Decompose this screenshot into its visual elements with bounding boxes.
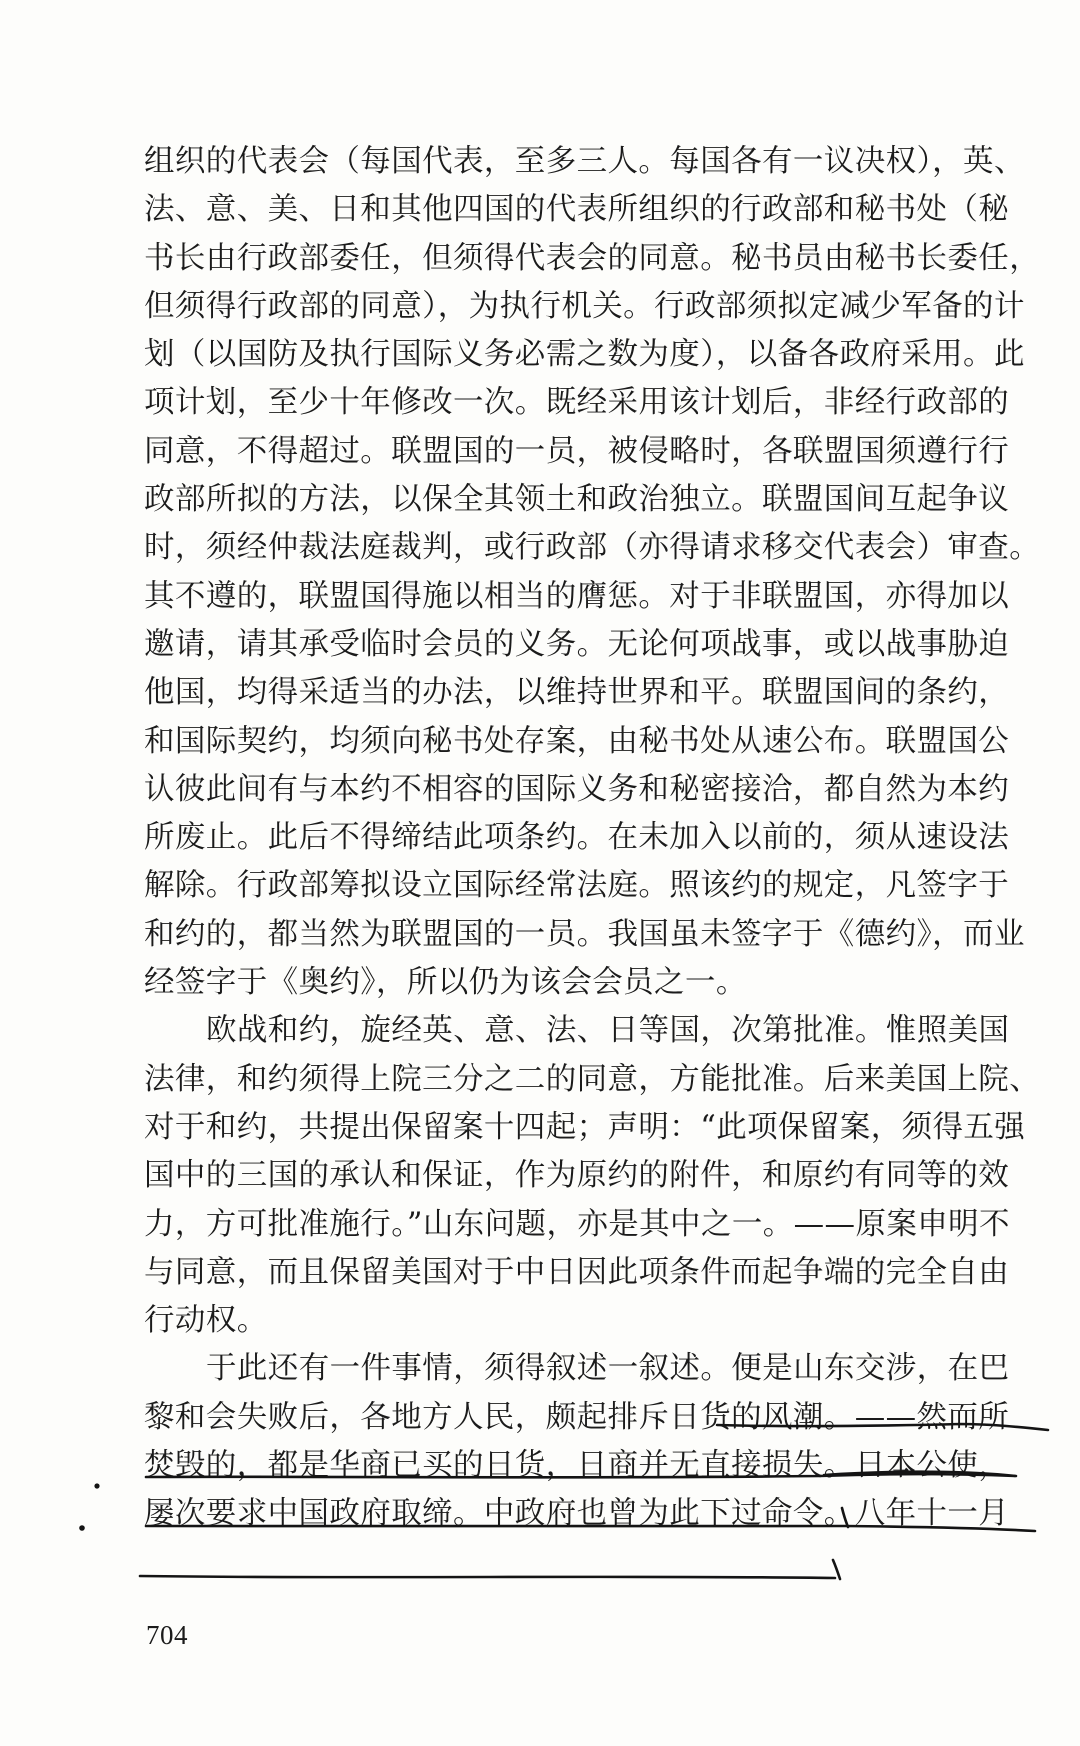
text-line: 解除。行政部筹拟设立国际经常法庭。照该约的规定，凡签字于 [144,868,1010,904]
text-line: 法律，和约须得上院三分之二的同意，方能批准。后来美国上院、 [144,1061,1041,1097]
text-line: 政部所拟的方法，以保全其领土和政治独立。联盟国间互起争议 [144,482,1010,518]
text-line: 时，须经仲裁法庭裁判，或行政部（亦得请求移交代表会）审查。 [144,530,1041,566]
pen-underline [833,1560,840,1579]
text-line: 国中的三国的承认和保证，作为原约的附件，和原约有同等的效 [144,1158,1010,1194]
pen-underline [140,1576,835,1578]
text-line: 对于和约，共提出保留案十四起；声明：“此项保留案，须得五强 [144,1109,1026,1145]
paragraph-start-line: 欧战和约，旋经英、意、法、日等国，次第批准。惟照美国 [206,1013,1010,1049]
text-line: 力，方可批准施行。”山东问题，亦是其中之一。——原案申明不 [144,1206,1010,1242]
text-line: 其不遵的，联盟国得施以相当的膺惩。对于非联盟国，亦得加以 [144,578,1010,614]
text-line: 焚毁的，都是华商已买的日货，日商并无直接损失。日本公使， [144,1448,1010,1484]
text-line: 同意，不得超过。联盟国的一员，被侵略时，各联盟国须遵行行 [144,433,1010,469]
text-line: 但须得行政部的同意），为执行机关。行政部须拟定减少军备的计 [144,288,1025,324]
text-line: 认彼此间有与本约不相容的国际义务和秘密接洽，都自然为本约 [144,771,1010,807]
pen-dot [79,1525,85,1531]
text-line: 邀请，请其承受临时会员的义务。无论何项战事，或以战事胁迫 [144,626,1010,662]
paragraph-end-line: 行动权。 [144,1303,268,1339]
text-line: 黎和会失败后，各地方人民，颇起排斥日货的风潮。——然而所 [144,1399,1010,1435]
text-line: 和国际契约，均须向秘书处存案，由秘书处从速公布。联盟国公 [144,723,1010,759]
text-line: 法、意、美、日和其他四国的代表所组织的行政部和秘书处（秘 [144,192,1010,228]
text-line: 与同意，而且保留美国对于中日因此项条件而起争端的完全自由 [144,1254,1010,1290]
text-line: 书长由行政部委任，但须得代表会的同意。秘书员由秘书长委任， [144,240,1041,276]
text-line: 划（以国防及执行国际义务必需之数为度），以备各政府采用。此 [144,337,1025,373]
text-line: 组织的代表会（每国代表，至多三人。每国各有一议决权），英、 [144,144,1025,179]
text-line: 和约的，都当然为联盟国的一员。我国虽未签字于《德约》，而业 [144,916,1025,952]
text-line: 他国，均得采适当的办法，以维持世界和平。联盟国间的条约， [144,675,1010,711]
text-line: 所废止。此后不得缔结此项条约。在未加入以前的，须从速设法 [144,820,1010,856]
page-number: 704 [146,1620,188,1650]
text-line: 项计划，至少十年修改一次。既经采用该计划后，非经行政部的 [144,385,1010,421]
paragraph-end-line: 经签字于《奥约》，所以仍为该会会员之一。 [144,965,747,1001]
body-text [144,138,1041,1539]
paragraph-start-line: 于此还有一件事情，须得叙述一叙述。便是山东交涉，在巴 [206,1351,1010,1387]
pen-dot [94,1483,99,1488]
text-line: 屡次要求中国政府取缔。中政府也曾为此下过命令。八年十一月 [144,1496,1010,1532]
